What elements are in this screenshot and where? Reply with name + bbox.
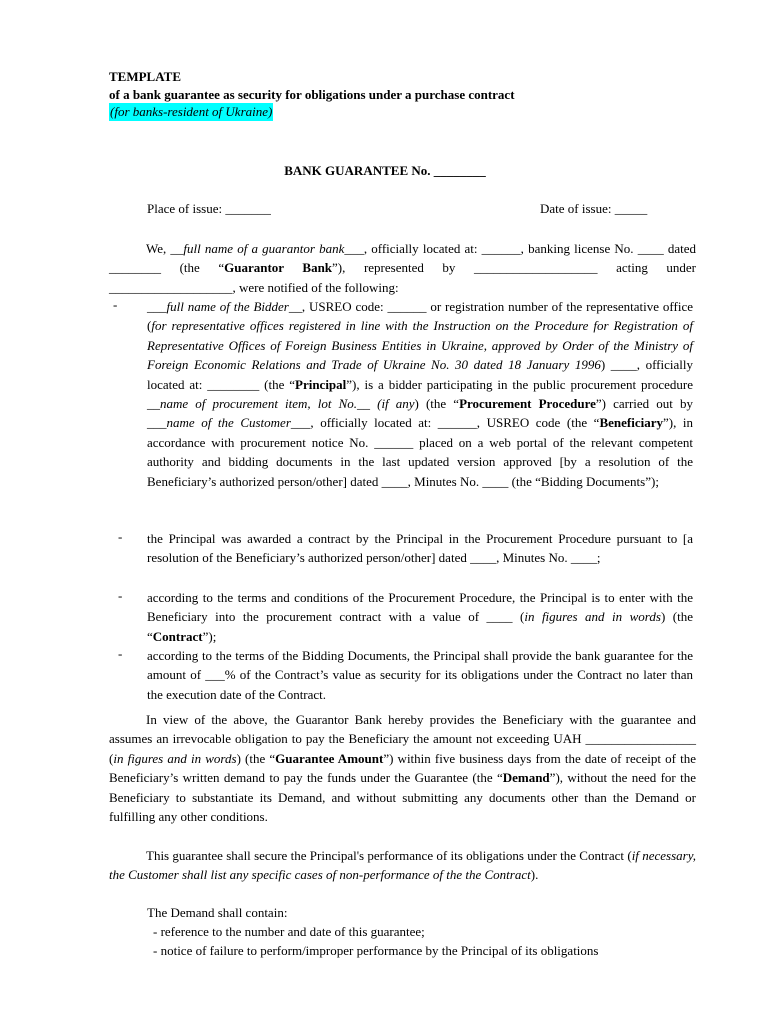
- secure-paragraph: This guarantee shall secure the Principal's performance of its obligations under the Contract (if necessary, the Customer shall list any specific cases of non-performance of the the Contract).: [109, 848, 697, 883]
- date-of-issue: Date of issue: _____: [540, 201, 648, 216]
- bullet-dash: -: [118, 588, 123, 603]
- demand-item: - notice of failure to perform/improper performance by the Principal of its obligations: [153, 943, 599, 958]
- bullet-dash: -: [118, 529, 123, 544]
- place-of-issue: Place of issue: _______: [147, 201, 271, 216]
- template-subtitle: of a bank guarantee as security for obligations under a purchase contract: [109, 86, 515, 102]
- guarantee-paragraph: In view of the above, the Guarantor Bank hereby provides the Beneficiary with the guarantee and assumes an irrevocable obligation to pay the Beneficiary the amount not exceeding UAH _________________ (in figures and in words) (the “Guarantee Amount”) within five business days from the date of receipt of the Beneficiary’s written demand to pay the funds under the Guarantee (the “Demand”), without the need for the Beneficiary to substantiate its Demand, and without submitting any documents other than the Demand or fulfilling any other conditions.: [109, 712, 696, 825]
- highlighted-note: (for banks-resident of Ukraine): [110, 104, 273, 119]
- demand-item: - reference to the number and date of this guarantee;: [153, 924, 425, 939]
- bullet-text: according to the terms and conditions of the Procurement Procedure, the Principal is to enter with the Beneficiary into the procurement contract with a value of ____ (in figures and in words) (the “Contract”);: [147, 590, 693, 644]
- bullet-dash: -: [113, 297, 118, 312]
- template-label: TEMPLATE: [109, 69, 181, 84]
- guarantee-title: BANK GUARANTEE No. ________: [284, 163, 486, 178]
- bullet-text: according to the terms of the Bidding Documents, the Principal shall provide the bank guarantee for the amount of ___% of the Contract’s value as security for its obligations under the Contract no later than the execution date of the Contract.: [147, 648, 693, 702]
- demand-intro: The Demand shall contain:: [147, 905, 288, 920]
- bullet-text: ___full name of the Bidder__, USREO code: ______ or registration number of the representative office (for representative offices registered in line with the Instruction on the Procedure for Registration of Representative Offices of Foreign Business Entities in Ukraine, approved by Order of the Ministry of Foreign Economic Relations and Trade of Ukraine No. 30 dated 18 January 1996) ____, officially located at: ________ (the “Principal”), is a bidder participating in the public procurement procedure __name of procurement item, lot No.__ (if any) (the “Procurement Procedure”) carried out by ___name of the Customer___, officially located at: ______, USREO code (the “Beneficiary”), in accordance with procurement notice No. ______ placed on a web portal of the relevant competent authority and bidding documents in the last updated version approved [by a resolution of the Beneficiary’s authorized person/other] dated ____, Minutes No. ____ (the “Bidding Documents”);: [147, 299, 694, 489]
- bullet-text: the Principal was awarded a contract by the Principal in the Procurement Procedure pursuant to [a resolution of the Beneficiary’s authorized person/other] dated ____, Minutes No. ____;: [147, 531, 693, 566]
- document-header: [109, 68, 515, 121]
- bullet-dash: -: [118, 646, 123, 661]
- intro-paragraph: We, __full name of a guarantor bank___, officially located at: ______, banking license No. ____ dated ________ (the “Guarantor Bank”), represented by ___________________ acting under ___________________, were notified of the following:: [109, 241, 697, 295]
